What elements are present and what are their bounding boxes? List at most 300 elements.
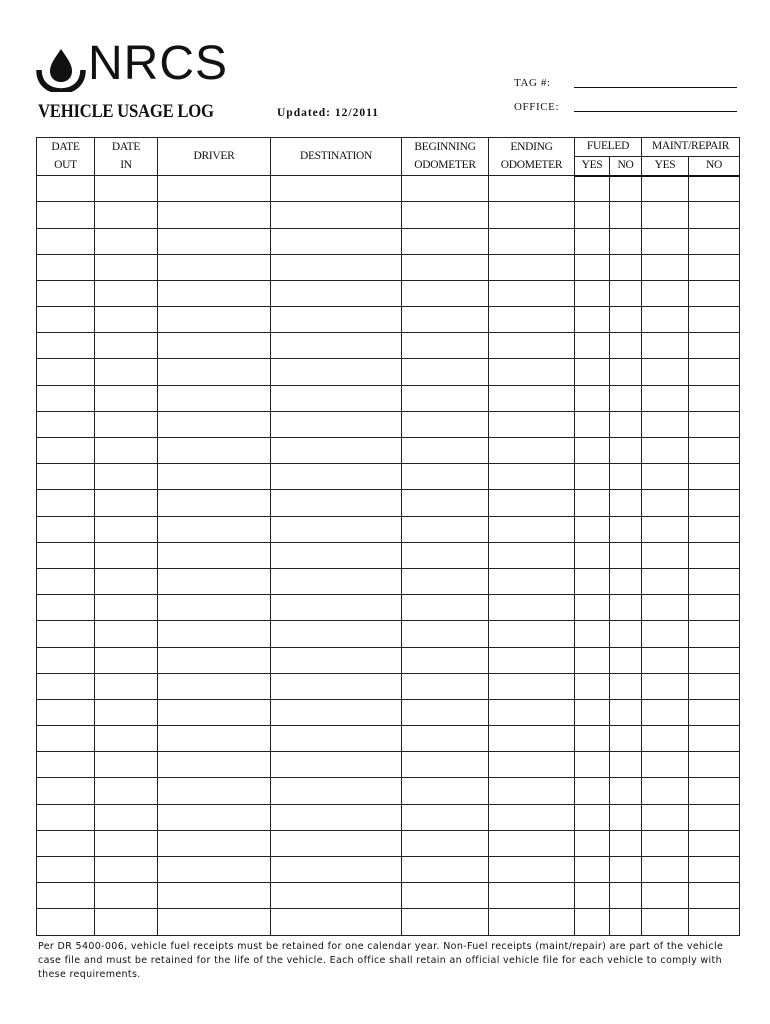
cell-maint-yes[interactable] xyxy=(642,516,689,542)
cell-fueled-yes[interactable] xyxy=(575,778,610,804)
cell-fueled-yes[interactable] xyxy=(575,202,610,228)
cell-destination[interactable] xyxy=(271,411,402,437)
cell-fueled-no[interactable] xyxy=(610,909,642,935)
cell-maint-yes[interactable] xyxy=(642,699,689,725)
cell-date-in[interactable] xyxy=(95,673,158,699)
cell-fueled-yes[interactable] xyxy=(575,490,610,516)
cell-fueled-no[interactable] xyxy=(610,883,642,909)
cell-fueled-yes[interactable] xyxy=(575,621,610,647)
cell-beginning-odometer[interactable] xyxy=(402,568,489,594)
cell-fueled-no[interactable] xyxy=(610,280,642,306)
cell-maint-yes[interactable] xyxy=(642,359,689,385)
cell-destination[interactable] xyxy=(271,280,402,306)
cell-beginning-odometer[interactable] xyxy=(402,228,489,254)
cell-fueled-no[interactable] xyxy=(610,464,642,490)
cell-maint-yes[interactable] xyxy=(642,228,689,254)
cell-beginning-odometer[interactable] xyxy=(402,176,489,202)
cell-maint-no[interactable] xyxy=(689,490,740,516)
office-input-line[interactable] xyxy=(574,111,737,112)
cell-date-out[interactable] xyxy=(37,542,95,568)
cell-date-out[interactable] xyxy=(37,909,95,935)
cell-driver[interactable] xyxy=(158,176,271,202)
cell-date-out[interactable] xyxy=(37,176,95,202)
cell-beginning-odometer[interactable] xyxy=(402,778,489,804)
cell-beginning-odometer[interactable] xyxy=(402,333,489,359)
cell-date-in[interactable] xyxy=(95,699,158,725)
cell-date-in[interactable] xyxy=(95,254,158,280)
cell-fueled-no[interactable] xyxy=(610,726,642,752)
cell-ending-odometer[interactable] xyxy=(489,830,575,856)
cell-fueled-yes[interactable] xyxy=(575,307,610,333)
cell-beginning-odometer[interactable] xyxy=(402,280,489,306)
cell-date-in[interactable] xyxy=(95,438,158,464)
cell-maint-no[interactable] xyxy=(689,228,740,254)
cell-destination[interactable] xyxy=(271,621,402,647)
cell-driver[interactable] xyxy=(158,254,271,280)
tag-input-line[interactable] xyxy=(574,87,737,88)
cell-date-out[interactable] xyxy=(37,385,95,411)
cell-driver[interactable] xyxy=(158,464,271,490)
cell-date-out[interactable] xyxy=(37,280,95,306)
cell-fueled-yes[interactable] xyxy=(575,542,610,568)
cell-maint-yes[interactable] xyxy=(642,883,689,909)
cell-destination[interactable] xyxy=(271,542,402,568)
cell-date-out[interactable] xyxy=(37,804,95,830)
cell-date-in[interactable] xyxy=(95,490,158,516)
cell-date-out[interactable] xyxy=(37,307,95,333)
cell-date-out[interactable] xyxy=(37,595,95,621)
cell-fueled-no[interactable] xyxy=(610,568,642,594)
cell-date-out[interactable] xyxy=(37,673,95,699)
cell-beginning-odometer[interactable] xyxy=(402,673,489,699)
cell-date-in[interactable] xyxy=(95,516,158,542)
cell-fueled-yes[interactable] xyxy=(575,595,610,621)
cell-ending-odometer[interactable] xyxy=(489,411,575,437)
cell-maint-yes[interactable] xyxy=(642,595,689,621)
cell-date-out[interactable] xyxy=(37,254,95,280)
cell-ending-odometer[interactable] xyxy=(489,385,575,411)
cell-driver[interactable] xyxy=(158,438,271,464)
cell-maint-yes[interactable] xyxy=(642,333,689,359)
cell-destination[interactable] xyxy=(271,333,402,359)
cell-ending-odometer[interactable] xyxy=(489,464,575,490)
cell-date-out[interactable] xyxy=(37,883,95,909)
cell-fueled-yes[interactable] xyxy=(575,385,610,411)
cell-maint-no[interactable] xyxy=(689,673,740,699)
cell-destination[interactable] xyxy=(271,857,402,883)
cell-fueled-yes[interactable] xyxy=(575,752,610,778)
cell-fueled-no[interactable] xyxy=(610,228,642,254)
cell-date-out[interactable] xyxy=(37,438,95,464)
cell-maint-no[interactable] xyxy=(689,516,740,542)
cell-maint-yes[interactable] xyxy=(642,411,689,437)
cell-fueled-no[interactable] xyxy=(610,438,642,464)
cell-maint-no[interactable] xyxy=(689,568,740,594)
cell-driver[interactable] xyxy=(158,647,271,673)
cell-driver[interactable] xyxy=(158,804,271,830)
cell-beginning-odometer[interactable] xyxy=(402,699,489,725)
cell-date-in[interactable] xyxy=(95,307,158,333)
cell-ending-odometer[interactable] xyxy=(489,438,575,464)
cell-date-in[interactable] xyxy=(95,752,158,778)
cell-driver[interactable] xyxy=(158,385,271,411)
cell-maint-yes[interactable] xyxy=(642,909,689,935)
cell-date-in[interactable] xyxy=(95,228,158,254)
cell-maint-no[interactable] xyxy=(689,202,740,228)
cell-destination[interactable] xyxy=(271,647,402,673)
cell-maint-no[interactable] xyxy=(689,909,740,935)
cell-date-in[interactable] xyxy=(95,176,158,202)
cell-date-out[interactable] xyxy=(37,411,95,437)
cell-date-out[interactable] xyxy=(37,490,95,516)
cell-date-out[interactable] xyxy=(37,464,95,490)
table-row xyxy=(37,464,740,490)
cell-maint-yes[interactable] xyxy=(642,752,689,778)
cell-date-in[interactable] xyxy=(95,359,158,385)
cell-maint-no[interactable] xyxy=(689,438,740,464)
cell-date-out[interactable] xyxy=(37,647,95,673)
cell-date-in[interactable] xyxy=(95,647,158,673)
cell-fueled-no[interactable] xyxy=(610,542,642,568)
cell-date-in[interactable] xyxy=(95,385,158,411)
cell-ending-odometer[interactable] xyxy=(489,333,575,359)
cell-ending-odometer[interactable] xyxy=(489,909,575,935)
cell-fueled-no[interactable] xyxy=(610,647,642,673)
cell-ending-odometer[interactable] xyxy=(489,202,575,228)
cell-fueled-no[interactable] xyxy=(610,804,642,830)
water-drop-icon xyxy=(36,48,86,92)
cell-date-out[interactable] xyxy=(37,830,95,856)
cell-maint-no[interactable] xyxy=(689,883,740,909)
cell-date-in[interactable] xyxy=(95,542,158,568)
cell-maint-no[interactable] xyxy=(689,647,740,673)
cell-ending-odometer[interactable] xyxy=(489,280,575,306)
cell-driver[interactable] xyxy=(158,699,271,725)
cell-maint-yes[interactable] xyxy=(642,857,689,883)
cell-driver[interactable] xyxy=(158,333,271,359)
cell-fueled-no[interactable] xyxy=(610,307,642,333)
cell-beginning-odometer[interactable] xyxy=(402,307,489,333)
cell-maint-no[interactable] xyxy=(689,830,740,856)
cell-date-in[interactable] xyxy=(95,830,158,856)
cell-beginning-odometer[interactable] xyxy=(402,464,489,490)
cell-beginning-odometer[interactable] xyxy=(402,621,489,647)
cell-ending-odometer[interactable] xyxy=(489,726,575,752)
cell-maint-yes[interactable] xyxy=(642,568,689,594)
cell-date-in[interactable] xyxy=(95,909,158,935)
cell-destination[interactable] xyxy=(271,909,402,935)
cell-fueled-yes[interactable] xyxy=(575,359,610,385)
cell-driver[interactable] xyxy=(158,883,271,909)
cell-maint-yes[interactable] xyxy=(642,307,689,333)
cell-fueled-yes[interactable] xyxy=(575,857,610,883)
cell-ending-odometer[interactable] xyxy=(489,673,575,699)
header-date-in xyxy=(95,138,158,176)
cell-date-in[interactable] xyxy=(95,726,158,752)
cell-beginning-odometer[interactable] xyxy=(402,385,489,411)
cell-date-in[interactable] xyxy=(95,883,158,909)
cell-maint-no[interactable] xyxy=(689,464,740,490)
cell-ending-odometer[interactable] xyxy=(489,857,575,883)
cell-destination[interactable] xyxy=(271,752,402,778)
cell-date-in[interactable] xyxy=(95,202,158,228)
cell-destination[interactable] xyxy=(271,595,402,621)
office-field[interactable] xyxy=(514,101,744,113)
cell-fueled-no[interactable] xyxy=(610,857,642,883)
cell-date-in[interactable] xyxy=(95,568,158,594)
cell-maint-yes[interactable] xyxy=(642,464,689,490)
cell-fueled-yes[interactable] xyxy=(575,516,610,542)
cell-fueled-yes[interactable] xyxy=(575,254,610,280)
cell-fueled-yes[interactable] xyxy=(575,883,610,909)
cell-beginning-odometer[interactable] xyxy=(402,830,489,856)
cell-ending-odometer[interactable] xyxy=(489,647,575,673)
cell-ending-odometer[interactable] xyxy=(489,254,575,280)
cell-maint-yes[interactable] xyxy=(642,385,689,411)
cell-date-out[interactable] xyxy=(37,778,95,804)
cell-maint-yes[interactable] xyxy=(642,621,689,647)
cell-fueled-yes[interactable] xyxy=(575,333,610,359)
cell-driver[interactable] xyxy=(158,857,271,883)
cell-fueled-no[interactable] xyxy=(610,516,642,542)
cell-ending-odometer[interactable] xyxy=(489,542,575,568)
cell-date-out[interactable] xyxy=(37,857,95,883)
cell-ending-odometer[interactable] xyxy=(489,595,575,621)
cell-beginning-odometer[interactable] xyxy=(402,542,489,568)
cell-date-out[interactable] xyxy=(37,516,95,542)
cell-destination[interactable] xyxy=(271,883,402,909)
cell-destination[interactable] xyxy=(271,385,402,411)
cell-maint-yes[interactable] xyxy=(642,542,689,568)
cell-date-out[interactable] xyxy=(37,359,95,385)
cell-fueled-no[interactable] xyxy=(610,621,642,647)
cell-driver[interactable] xyxy=(158,490,271,516)
cell-ending-odometer[interactable] xyxy=(489,778,575,804)
cell-ending-odometer[interactable] xyxy=(489,804,575,830)
cell-driver[interactable] xyxy=(158,673,271,699)
cell-fueled-no[interactable] xyxy=(610,595,642,621)
cell-fueled-yes[interactable] xyxy=(575,804,610,830)
table-row xyxy=(37,490,740,516)
cell-destination[interactable] xyxy=(271,516,402,542)
cell-destination[interactable] xyxy=(271,464,402,490)
cell-date-in[interactable] xyxy=(95,464,158,490)
cell-maint-no[interactable] xyxy=(689,726,740,752)
cell-date-in[interactable] xyxy=(95,621,158,647)
cell-driver[interactable] xyxy=(158,202,271,228)
cell-fueled-yes[interactable] xyxy=(575,909,610,935)
cell-date-in[interactable] xyxy=(95,595,158,621)
cell-driver[interactable] xyxy=(158,595,271,621)
cell-fueled-yes[interactable] xyxy=(575,228,610,254)
cell-fueled-yes[interactable] xyxy=(575,673,610,699)
cell-beginning-odometer[interactable] xyxy=(402,647,489,673)
cell-fueled-yes[interactable] xyxy=(575,830,610,856)
tag-label: TAG #: xyxy=(514,77,551,89)
cell-fueled-yes[interactable] xyxy=(575,438,610,464)
cell-beginning-odometer[interactable] xyxy=(402,595,489,621)
cell-maint-yes[interactable] xyxy=(642,673,689,699)
cell-destination[interactable] xyxy=(271,699,402,725)
cell-date-in[interactable] xyxy=(95,804,158,830)
cell-driver[interactable] xyxy=(158,909,271,935)
cell-ending-odometer[interactable] xyxy=(489,359,575,385)
cell-maint-no[interactable] xyxy=(689,333,740,359)
cell-fueled-no[interactable] xyxy=(610,176,642,202)
cell-destination[interactable] xyxy=(271,307,402,333)
cell-maint-no[interactable] xyxy=(689,359,740,385)
cell-fueled-no[interactable] xyxy=(610,254,642,280)
cell-destination[interactable] xyxy=(271,490,402,516)
cell-fueled-no[interactable] xyxy=(610,490,642,516)
cell-maint-no[interactable] xyxy=(689,176,740,202)
cell-driver[interactable] xyxy=(158,228,271,254)
cell-fueled-yes[interactable] xyxy=(575,176,610,202)
cell-ending-odometer[interactable] xyxy=(489,883,575,909)
cell-maint-no[interactable] xyxy=(689,307,740,333)
cell-beginning-odometer[interactable] xyxy=(402,438,489,464)
cell-maint-yes[interactable] xyxy=(642,804,689,830)
cell-maint-yes[interactable] xyxy=(642,254,689,280)
cell-destination[interactable] xyxy=(271,804,402,830)
cell-destination[interactable] xyxy=(271,176,402,202)
cell-date-out[interactable] xyxy=(37,228,95,254)
cell-beginning-odometer[interactable] xyxy=(402,516,489,542)
cell-fueled-no[interactable] xyxy=(610,385,642,411)
cell-fueled-no[interactable] xyxy=(610,752,642,778)
cell-fueled-no[interactable] xyxy=(610,778,642,804)
cell-maint-yes[interactable] xyxy=(642,726,689,752)
cell-driver[interactable] xyxy=(158,411,271,437)
cell-driver[interactable] xyxy=(158,726,271,752)
cell-ending-odometer[interactable] xyxy=(489,516,575,542)
cell-date-in[interactable] xyxy=(95,333,158,359)
cell-destination[interactable] xyxy=(271,568,402,594)
cell-maint-yes[interactable] xyxy=(642,280,689,306)
cell-beginning-odometer[interactable] xyxy=(402,490,489,516)
cell-fueled-no[interactable] xyxy=(610,699,642,725)
cell-beginning-odometer[interactable] xyxy=(402,804,489,830)
cell-driver[interactable] xyxy=(158,359,271,385)
cell-maint-no[interactable] xyxy=(689,621,740,647)
cell-maint-no[interactable] xyxy=(689,280,740,306)
cell-maint-yes[interactable] xyxy=(642,490,689,516)
cell-date-out[interactable] xyxy=(37,752,95,778)
cell-destination[interactable] xyxy=(271,438,402,464)
cell-destination[interactable] xyxy=(271,254,402,280)
cell-driver[interactable] xyxy=(158,778,271,804)
cell-date-out[interactable] xyxy=(37,202,95,228)
cell-driver[interactable] xyxy=(158,280,271,306)
cell-driver[interactable] xyxy=(158,621,271,647)
cell-ending-odometer[interactable] xyxy=(489,568,575,594)
cell-maint-yes[interactable] xyxy=(642,830,689,856)
cell-driver[interactable] xyxy=(158,307,271,333)
cell-date-in[interactable] xyxy=(95,411,158,437)
cell-maint-no[interactable] xyxy=(689,254,740,280)
cell-fueled-no[interactable] xyxy=(610,673,642,699)
cell-date-out[interactable] xyxy=(37,726,95,752)
cell-ending-odometer[interactable] xyxy=(489,621,575,647)
cell-maint-no[interactable] xyxy=(689,411,740,437)
cell-maint-no[interactable] xyxy=(689,542,740,568)
cell-date-out[interactable] xyxy=(37,333,95,359)
cell-date-out[interactable] xyxy=(37,621,95,647)
cell-destination[interactable] xyxy=(271,202,402,228)
cell-beginning-odometer[interactable] xyxy=(402,254,489,280)
cell-fueled-yes[interactable] xyxy=(575,647,610,673)
cell-maint-no[interactable] xyxy=(689,752,740,778)
cell-destination[interactable] xyxy=(271,673,402,699)
cell-maint-yes[interactable] xyxy=(642,176,689,202)
header-date-out xyxy=(37,138,95,176)
cell-fueled-yes[interactable] xyxy=(575,699,610,725)
cell-fueled-no[interactable] xyxy=(610,411,642,437)
cell-beginning-odometer[interactable] xyxy=(402,359,489,385)
cell-driver[interactable] xyxy=(158,516,271,542)
cell-beginning-odometer[interactable] xyxy=(402,909,489,935)
cell-beginning-odometer[interactable] xyxy=(402,726,489,752)
cell-maint-yes[interactable] xyxy=(642,438,689,464)
cell-ending-odometer[interactable] xyxy=(489,490,575,516)
cell-maint-no[interactable] xyxy=(689,595,740,621)
cell-maint-no[interactable] xyxy=(689,385,740,411)
cell-driver[interactable] xyxy=(158,752,271,778)
cell-date-out[interactable] xyxy=(37,699,95,725)
cell-maint-no[interactable] xyxy=(689,699,740,725)
cell-beginning-odometer[interactable] xyxy=(402,202,489,228)
cell-destination[interactable] xyxy=(271,359,402,385)
cell-maint-yes[interactable] xyxy=(642,778,689,804)
cell-beginning-odometer[interactable] xyxy=(402,752,489,778)
cell-maint-yes[interactable] xyxy=(642,202,689,228)
cell-maint-no[interactable] xyxy=(689,804,740,830)
cell-beginning-odometer[interactable] xyxy=(402,857,489,883)
cell-ending-odometer[interactable] xyxy=(489,176,575,202)
cell-maint-no[interactable] xyxy=(689,778,740,804)
cell-beginning-odometer[interactable] xyxy=(402,883,489,909)
cell-driver[interactable] xyxy=(158,830,271,856)
cell-ending-odometer[interactable] xyxy=(489,699,575,725)
cell-fueled-yes[interactable] xyxy=(575,568,610,594)
cell-driver[interactable] xyxy=(158,568,271,594)
cell-destination[interactable] xyxy=(271,778,402,804)
cell-date-in[interactable] xyxy=(95,280,158,306)
cell-fueled-no[interactable] xyxy=(610,202,642,228)
tag-field[interactable] xyxy=(514,77,744,89)
cell-fueled-yes[interactable] xyxy=(575,411,610,437)
cell-date-out[interactable] xyxy=(37,568,95,594)
cell-fueled-no[interactable] xyxy=(610,333,642,359)
cell-fueled-yes[interactable] xyxy=(575,280,610,306)
cell-destination[interactable] xyxy=(271,726,402,752)
cell-date-in[interactable] xyxy=(95,857,158,883)
cell-date-in[interactable] xyxy=(95,778,158,804)
cell-ending-odometer[interactable] xyxy=(489,228,575,254)
cell-beginning-odometer[interactable] xyxy=(402,411,489,437)
cell-maint-yes[interactable] xyxy=(642,647,689,673)
cell-fueled-no[interactable] xyxy=(610,830,642,856)
cell-maint-no[interactable] xyxy=(689,857,740,883)
cell-ending-odometer[interactable] xyxy=(489,307,575,333)
cell-fueled-yes[interactable] xyxy=(575,464,610,490)
cell-destination[interactable] xyxy=(271,228,402,254)
cell-fueled-no[interactable] xyxy=(610,359,642,385)
cell-fueled-yes[interactable] xyxy=(575,726,610,752)
cell-destination[interactable] xyxy=(271,830,402,856)
cell-driver[interactable] xyxy=(158,542,271,568)
cell-ending-odometer[interactable] xyxy=(489,752,575,778)
